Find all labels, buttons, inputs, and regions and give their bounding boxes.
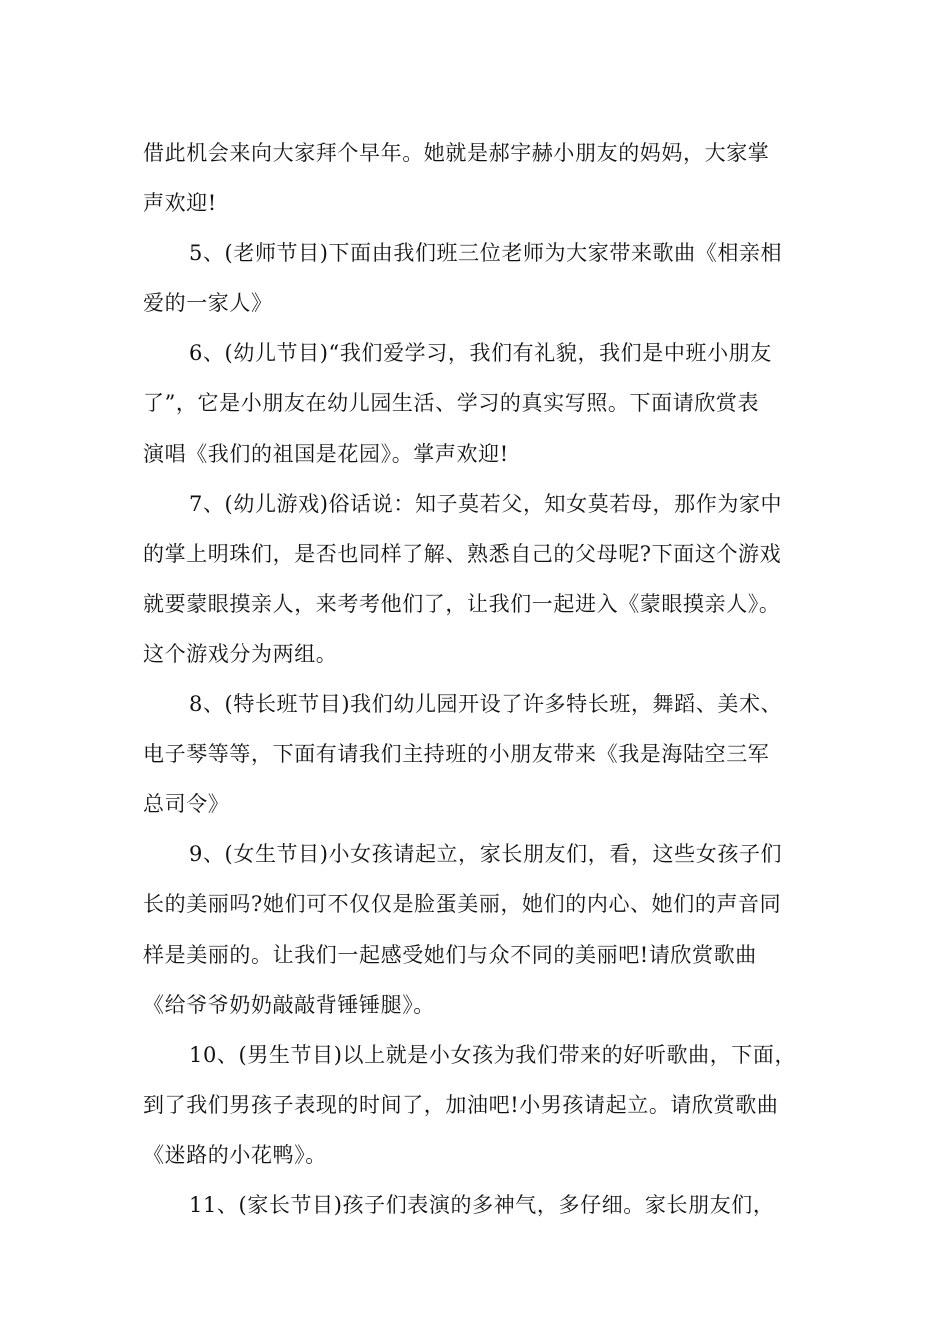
text-line: 5、(老师节目)下面由我们班三位老师为大家带来歌曲《相亲相 [189, 241, 783, 266]
paragraph-item-11-parents-program [143, 1180, 813, 1230]
paragraph-item-10-boys-program [143, 1030, 813, 1180]
text-line: 10、(男生节目)以上就是小女孩为我们带来的好听歌曲，下面， [189, 1042, 797, 1067]
text-line: 这个游戏分为两组。 [143, 641, 338, 666]
paragraph-item-7-children-game [143, 479, 813, 679]
text-line: 8、(特长班节目)我们幼儿园开设了许多特长班，舞蹈、美术、 [189, 692, 783, 717]
text-line: 借此机会来向大家拜个早年。她就是郝宇赫小朋友的妈妈，大家掌 [143, 141, 770, 165]
text-line: 11、(家长节目)孩子们表演的多神气，多仔细。家长朋友们， [189, 1192, 775, 1217]
text-line: 《迷路的小花鸭》。 [143, 1142, 327, 1167]
document-body [143, 128, 813, 1230]
text-line: 电子琴等等，下面有请我们主持班的小朋友带来《我是海陆空三军 [143, 742, 770, 767]
text-line: 样是美丽的。让我们一起感受她们与众不同的美丽吧!请欣赏歌曲 [143, 942, 757, 967]
text-line: 到了我们男孩子表现的时间了，加油吧!小男孩请起立。请欣赏歌曲 [143, 1092, 779, 1117]
paragraph-intro-continuation [143, 128, 813, 228]
text-line: 声欢迎! [143, 191, 217, 216]
text-line: 长的美丽吗?她们可不仅仅是脸蛋美丽，她们的内心、她们的声音同 [143, 892, 782, 917]
text-line: 演唱《我们的祖国是花园》。掌声欢迎! [143, 441, 509, 466]
paragraph-item-5-teacher-program [143, 228, 813, 328]
text-line: 《给爷爷奶奶敲敲背锤锤腿》。 [143, 992, 435, 1017]
text-line: 了”，它是小朋友在幼儿园生活、学习的真实写照。下面请欣赏表 [143, 391, 760, 416]
text-line: 的掌上明珠们，是否也同样了解、熟悉自己的父母呢?下面这个游戏 [143, 541, 782, 566]
text-line: 总司令》 [143, 792, 230, 817]
text-line: 就要蒙眼摸亲人，来考考他们了，让我们一起进入《蒙眼摸亲人》。 [143, 591, 781, 616]
text-line: 7、(幼儿游戏)俗话说：知子莫若父，知女莫若母，那作为家中 [189, 491, 783, 516]
text-line: 6、(幼儿节目)“我们爱学习，我们有礼貌，我们是中班小朋友 [189, 341, 772, 366]
paragraph-item-6-children-program [143, 328, 813, 478]
text-line: 爱的一家人》 [143, 291, 273, 316]
text-line: 9、(女生节目)小女孩请起立，家长朋友们，看，这些女孩子们 [189, 842, 783, 867]
paragraph-item-9-girls-program [143, 829, 813, 1029]
paragraph-item-8-specialty-class [143, 679, 813, 829]
